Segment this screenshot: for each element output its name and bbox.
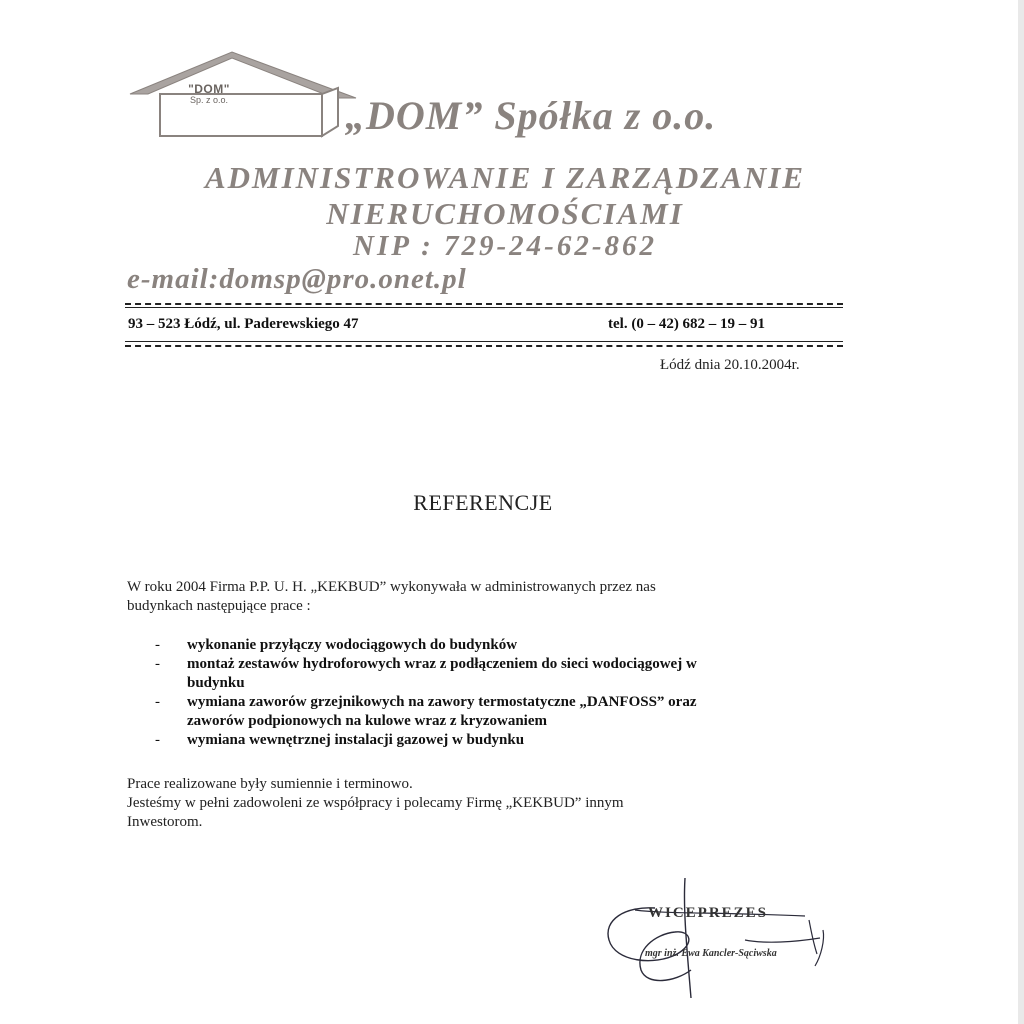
intro-line: budynkach następujące prace :: [127, 598, 311, 614]
business-line-1: ADMINISTROWANIE I ZARZĄDZANIE: [204, 160, 806, 195]
email-address: e-mail:domsp@pro.onet.pl: [127, 263, 467, 295]
nip-number: NIP : 729-24-62-862: [353, 230, 657, 262]
company-name: „DOM” Spółka z o.o.: [345, 93, 717, 138]
list-item-text: montaż zestawów hydroforowych wraz z podłączeniem do sieci wodociągowej w: [187, 656, 697, 672]
list-item-text: budynku: [187, 675, 245, 691]
house-logo-icon: [128, 48, 360, 140]
intro-paragraph: [127, 578, 867, 616]
closing-line: Prace realizowane były sumiennie i terminowo.: [127, 776, 413, 792]
letter-date: Łódź dnia 20.10.2004r.: [660, 357, 800, 373]
works-list: [150, 636, 890, 750]
stamp-name: mgr inż. Ewa Kancler-Sąciwska: [645, 948, 777, 959]
list-item-text: wymiana zaworów grzejnikowych na zawory termostatyczne „DANFOSS” oraz: [187, 694, 697, 710]
bullet-dash: -: [155, 694, 160, 710]
business-line-2: NIERUCHOMOŚCIAMI: [326, 196, 684, 231]
stamp-title: WICEPREZES: [648, 905, 769, 921]
bullet-dash: -: [155, 656, 160, 672]
postal-address: 93 – 523 Łódź, ul. Paderewskiego 47: [128, 316, 359, 332]
logo-line-1: "DOM": [188, 82, 230, 96]
list-item: [150, 693, 890, 731]
letter-title: REFERENCJE: [413, 490, 553, 515]
closing-line: Jesteśmy w pełni zadowoleni ze współpracy i polecamy Firmę „KEKBUD” innym: [127, 795, 624, 811]
closing-paragraph: [127, 775, 867, 832]
logo-line-2: Sp. z o.o.: [189, 94, 229, 105]
intro-line: W roku 2004 Firma P.P. U. H. „KEKBUD” wykonywała w administrowanych przez nas: [127, 579, 656, 595]
scan-edge: [1018, 0, 1024, 1024]
top-divider-thin: [125, 307, 843, 308]
phone-number: tel. (0 – 42) 682 – 19 – 91: [608, 316, 766, 332]
list-item: [150, 655, 890, 693]
logo-text: [176, 83, 242, 105]
list-item: [150, 636, 890, 655]
top-divider: [125, 303, 843, 305]
bottom-divider-thin: [125, 341, 843, 342]
bullet-dash: -: [155, 732, 160, 748]
handwritten-signature: [595, 870, 835, 1005]
bottom-divider: [125, 345, 843, 347]
list-item-text: wykonanie przyłączy wodociągowych do budynków: [187, 637, 518, 653]
closing-line: Inwestorom.: [127, 814, 203, 830]
bullet-dash: -: [155, 637, 160, 653]
list-item-text: zaworów podpionowych na kulowe wraz z kryzowaniem: [187, 713, 547, 729]
list-item-text: wymiana wewnętrznej instalacji gazowej w budynku: [187, 732, 525, 748]
list-item: [150, 731, 890, 750]
